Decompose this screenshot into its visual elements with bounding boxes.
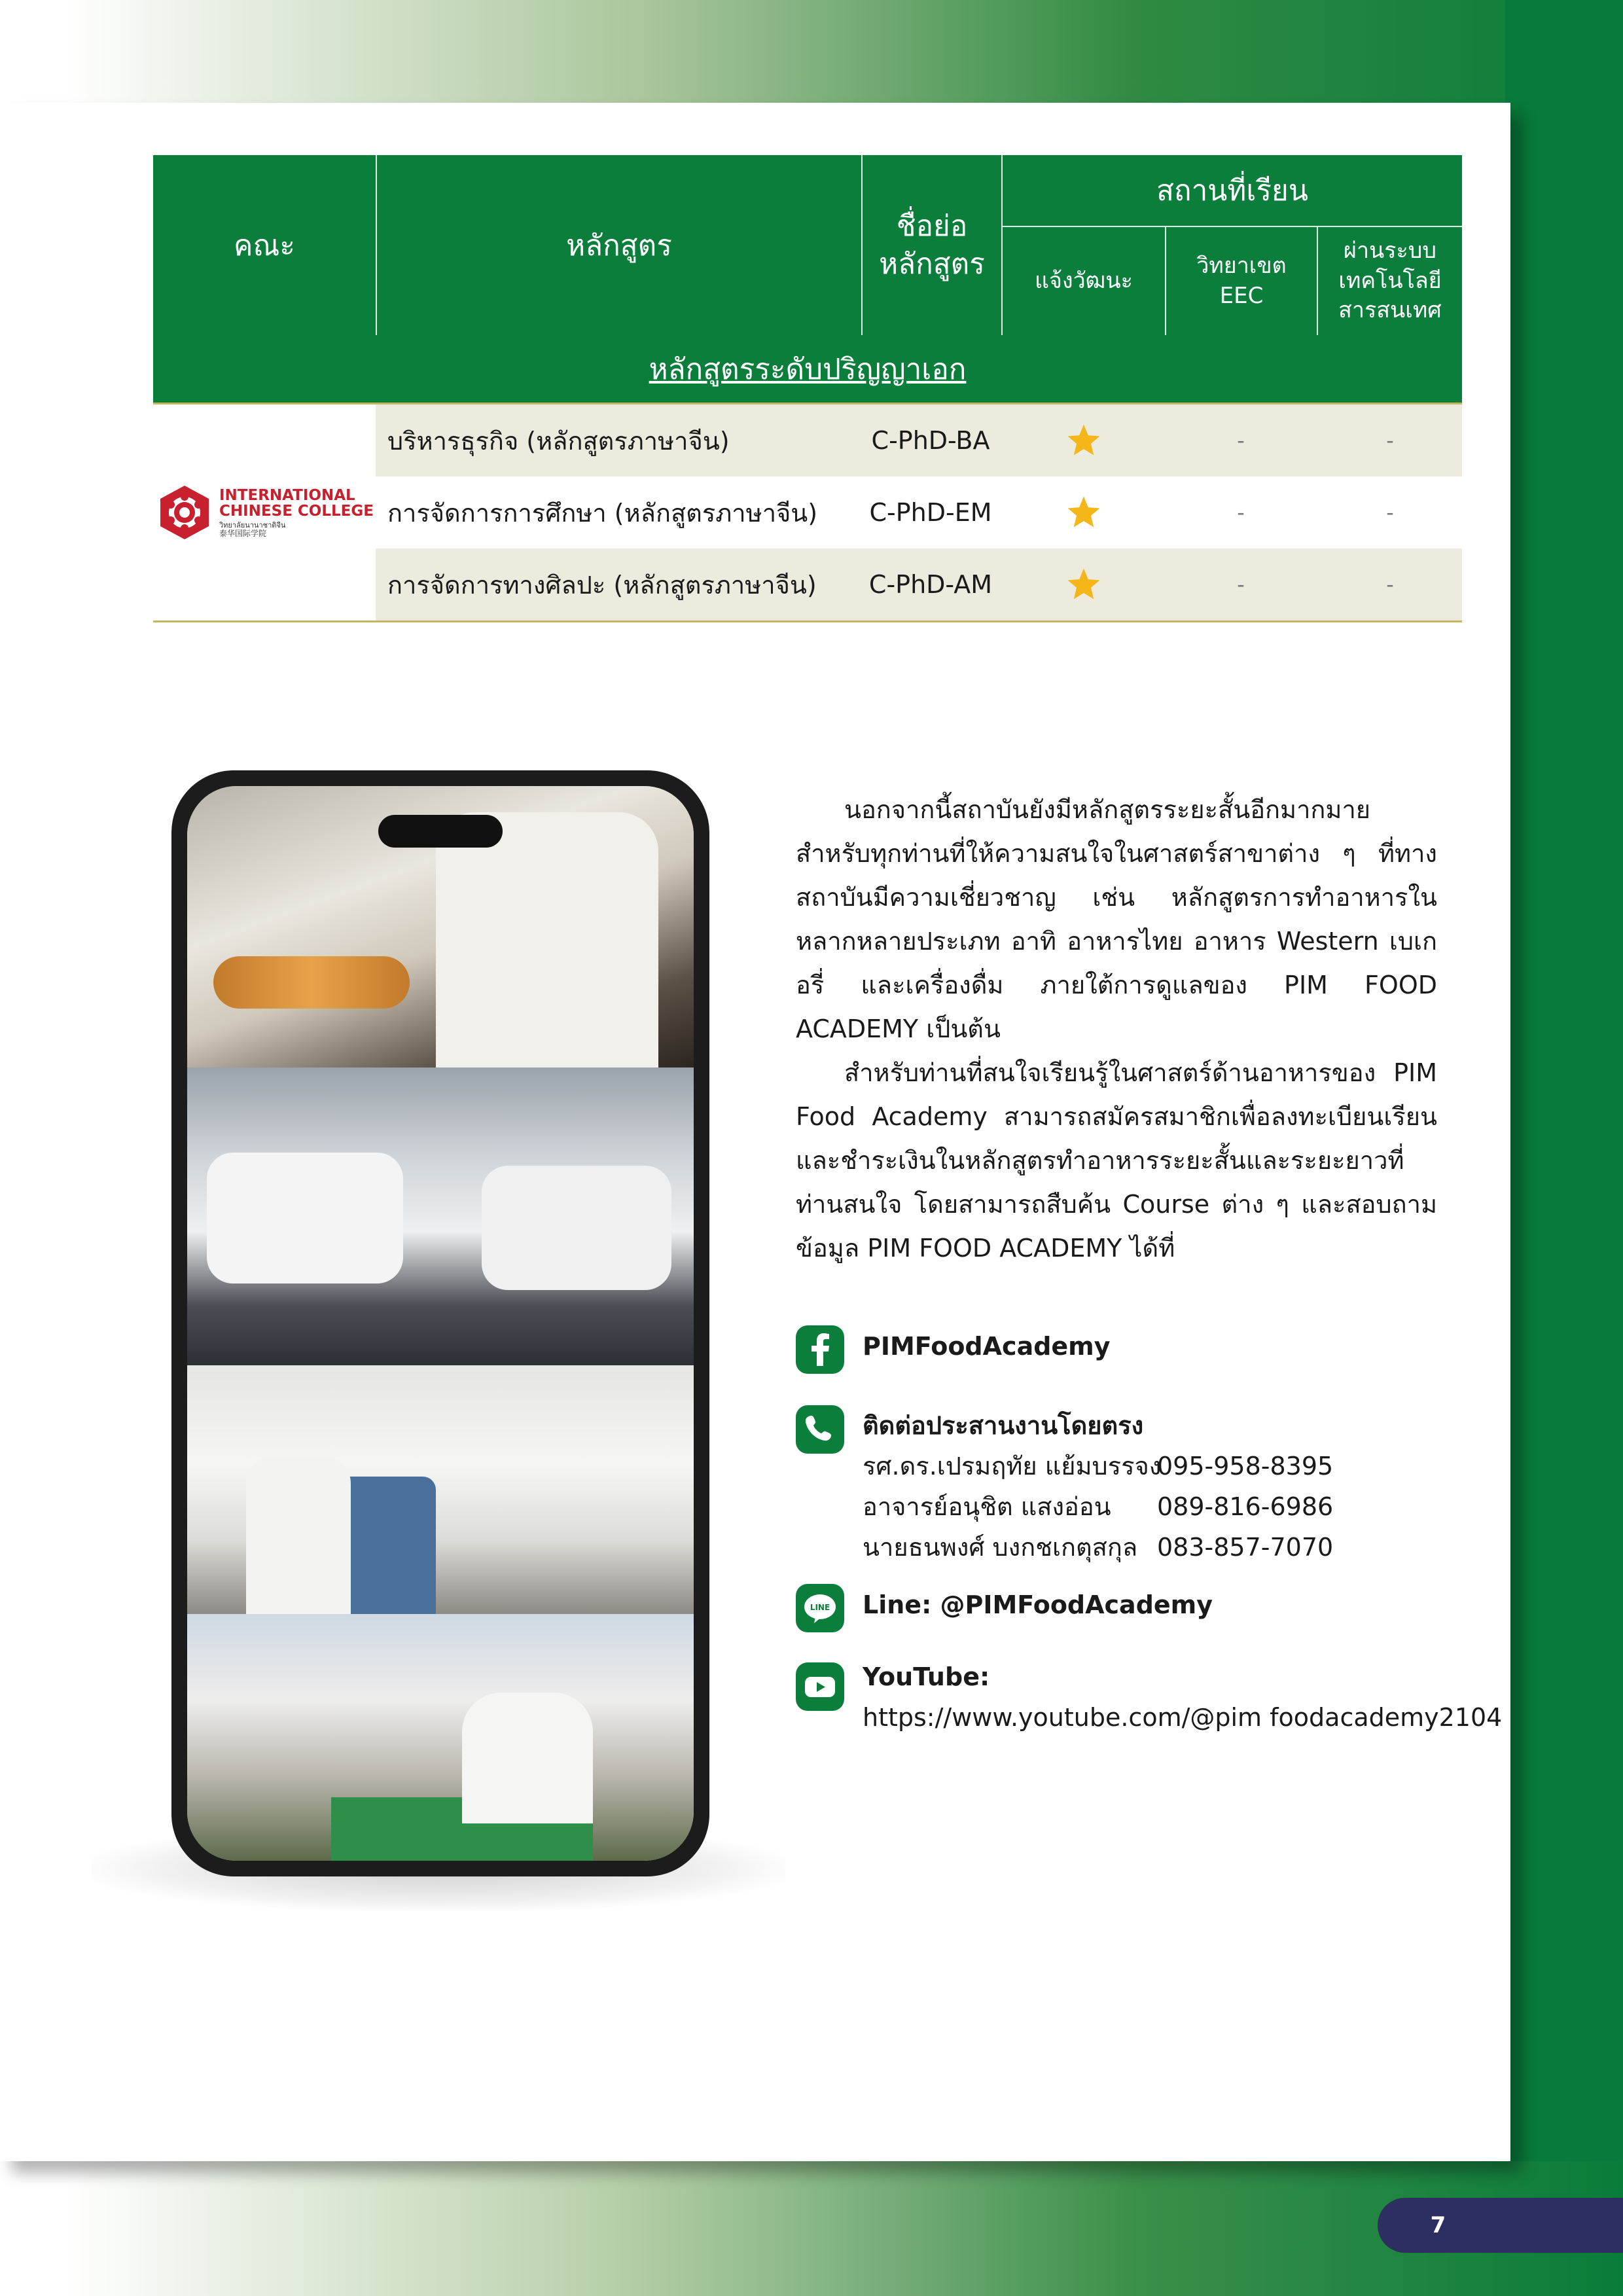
person-name: อาจารย์อนุชิต แสงอ่อน — [863, 1492, 1111, 1521]
row-abbrev: C-PhD-AM — [868, 570, 993, 599]
row-program: การจัดการการศึกษา (หลักสูตรภาษาจีน) — [387, 498, 818, 528]
section-title-doctoral: หลักสูตรระดับปริญญาเอก — [153, 335, 1462, 404]
youtube-icon — [796, 1662, 844, 1711]
program-table — [153, 155, 1462, 622]
row-loc3: - — [1386, 572, 1394, 597]
kitchen-photo-3 — [187, 1365, 694, 1614]
table-row — [376, 404, 1462, 476]
kitchen-photo-2 — [187, 1067, 694, 1365]
header-abbrev-line1: ชื่อย่อ — [896, 209, 968, 243]
star-icon — [1065, 566, 1102, 603]
person-name: นายธนพงศ์ บงกชเกตุสกุล — [863, 1533, 1138, 1562]
paragraph-1: นอกจากนี้สถาบันยังมีหลักสูตรระยะสั้นอีกมากมาย สำหรับทุกท่านที่ให้ความสนใจในศาสตร์สาขาต่าง ๆ ที่ทางสถาบันมีความเชี่ยวชาญ เช่น หลักสูตรการทำอาหารในหลากหลายประเภท อาทิ อาหารไทย อาหาร Western เบเกอรี่ และเครื่องดื่ม ภายใต้การดูแลของ PIM FOOD ACADEMY เป็นต้น — [796, 795, 1437, 1043]
row-loc2: - — [1237, 500, 1245, 525]
header-loc-online-line3: สารสนเทศ — [1338, 297, 1442, 324]
row-program: บริหารธุรกิจ (หลักสูตรภาษาจีน) — [387, 426, 730, 456]
row-loc2: - — [1237, 428, 1245, 453]
line-icon-text: LINE — [810, 1603, 830, 1612]
header-loc-online-line1: ผ่านระบบ — [1344, 237, 1436, 264]
row-loc3: - — [1386, 500, 1394, 525]
header-loc-eec-line1: วิทยาเขต — [1196, 252, 1287, 279]
college-logo-icon — [155, 483, 214, 542]
phone-title: ติดต่อประสานงานโดยตรง — [863, 1411, 1144, 1440]
page-number: 7 — [1430, 2212, 1446, 2238]
youtube-label: YouTube: — [863, 1662, 990, 1691]
header-loc-online — [1318, 227, 1462, 335]
row-loc1 — [1003, 476, 1165, 548]
row-program: การจัดการทางศิลปะ (หลักสูตรภาษาจีน) — [387, 570, 817, 600]
paragraph-2: สำหรับท่านที่สนใจเรียนรู้ในศาสตร์ด้านอาหารของ PIM Food Academy สามารถสมัครสมาชิกเพื่อลงทะเบียนเรียน และชำระเงินในหลักสูตรทำอาหารระยะสั้นและระยะยาวที่ท่านสนใจ โดยสามารถสืบค้น Course ต่าง ๆ และสอบถามข้อมูล PIM FOOD ACADEMY ได้ที่ — [796, 1058, 1437, 1263]
logo-line3: วิทยาลัยนานาชาติจีน — [219, 521, 286, 530]
kitchen-photo-4 — [187, 1614, 694, 1861]
contact-person — [863, 1486, 1333, 1526]
line-icon — [796, 1584, 844, 1632]
header-location: สถานที่เรียน — [1156, 174, 1308, 207]
row-abbrev: C-PhD-BA — [871, 426, 990, 455]
description-text — [796, 788, 1437, 1270]
header-loc-eec-line2: EEC — [1219, 282, 1264, 309]
person-phone[interactable]: 089-816-6986 — [1157, 1492, 1334, 1521]
header-loc-online-line2: เทคโนโลยี — [1338, 267, 1442, 294]
row-loc3: - — [1386, 428, 1394, 453]
row-loc2: - — [1237, 572, 1245, 597]
phone-icon — [796, 1405, 844, 1454]
header-loc-chaengwattana: แจ้งวัฒนะ — [1035, 267, 1133, 294]
person-phone[interactable]: 083-857-7070 — [1157, 1533, 1334, 1562]
line-handle[interactable]: Line: @PIMFoodAcademy — [863, 1590, 1213, 1619]
header-program: หลักสูตร — [566, 228, 672, 262]
contact-person — [863, 1527, 1333, 1567]
table-row — [376, 548, 1462, 620]
row-loc1 — [1003, 548, 1165, 620]
row-loc1 — [1003, 404, 1165, 476]
contact-person — [863, 1446, 1333, 1486]
table-row — [376, 476, 1462, 548]
header-loc-eec — [1166, 227, 1317, 335]
youtube-url[interactable]: https://www.youtube.com/@pim foodacademy2104 — [863, 1703, 1503, 1732]
facebook-handle[interactable]: PIMFoodAcademy — [863, 1332, 1111, 1361]
row-abbrev: C-PhD-EM — [869, 498, 992, 527]
header-abbrev-line2: หลักสูตร — [879, 247, 985, 281]
star-icon — [1065, 494, 1102, 531]
table-body — [153, 404, 1462, 622]
page-number-badge — [1378, 2198, 1623, 2253]
phone-notch — [378, 815, 503, 848]
header-abbrev — [863, 155, 1001, 335]
logo-line4: 泰华国际学院 — [219, 528, 267, 538]
star-icon — [1065, 422, 1102, 459]
logo-line2: CHINESE COLLEGE — [219, 502, 374, 520]
phone-mockup — [171, 770, 709, 1876]
facebook-icon — [796, 1325, 844, 1374]
header-faculty: คณะ — [234, 228, 295, 262]
faculty-logo — [153, 404, 376, 620]
table-header — [153, 155, 1462, 335]
logo-line1: INTERNATIONAL — [219, 486, 355, 504]
person-name: รศ.ดร.เปรมฤทัย แย้มบรรจง — [863, 1452, 1162, 1480]
right-green-strip — [1505, 0, 1623, 2296]
person-phone[interactable]: 095-958-8395 — [1157, 1452, 1334, 1480]
phone-screen — [187, 786, 694, 1861]
